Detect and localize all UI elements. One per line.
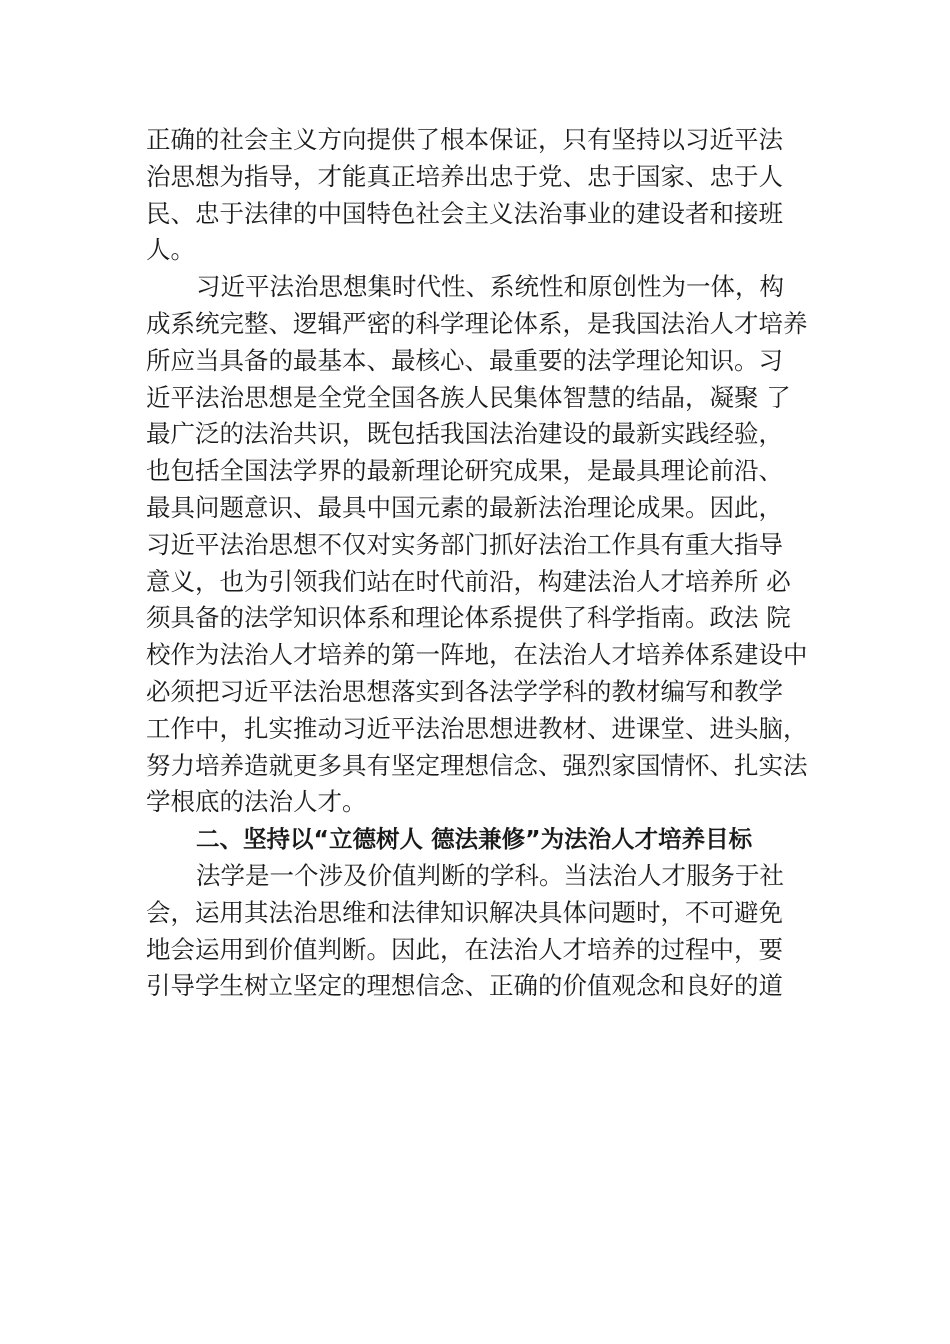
text-line: 工作中，扎实推动习近平法治思想进教材、进课堂、进头脑， [146,713,808,743]
text-line: 地会运用到价值判断。因此，在法治人才培养的过程中，要 [146,934,783,964]
text-line: 最广泛的法治共识，既包括我国法治建设的最新实践经验， [146,419,783,449]
text-line: 正确的社会主义方向提供了根本保证，只有坚持以习近平法 [146,125,783,154]
text-line: 努力培养造就更多具有坚定理想信念、强烈家国情怀、扎实法 [146,750,808,780]
text-line: 须具备的法学知识体系和理论体系提供了科学指南。政法 院 [146,603,791,633]
text-line: 校作为法治人才培养的第一阵地，在法治人才培养体系建设中 [146,640,808,670]
text-line: 法学是一个涉及价值判断的学科。当法治人才服务于社 [196,860,784,890]
paragraph-1 [146,122,846,269]
text-line: 近平法治思想是全党全国各族人民集体智慧的结晶，凝聚 了 [146,382,791,412]
text-line: 意义，也为引领我们站在时代前沿，构建法治人才培养所 必 [146,566,791,596]
text-line: 必须把习近平法治思想落实到各法学学科的教材编写和教学 [146,676,783,706]
paragraph-3 [146,858,846,1005]
paragraph-2 [146,269,846,821]
document-body [146,122,846,1005]
text-line: 所应当具备的最基本、最核心、最重要的法学理论知识。习 [146,345,783,375]
section-heading: 二、坚持以“立德树人 德法兼修”为法治人才培养目标 [196,825,753,854]
text-line: 最具问题意识、最具中国元素的最新法治理论成果。因此， [146,492,783,522]
text-line: 治思想为指导，才能真正培养出忠于党、忠于国家、忠于人 [146,161,783,191]
text-line: 人。 [146,235,195,265]
text-line: 习近平法治思想不仅对实务部门抓好法治工作具有重大指导 [146,529,783,559]
text-line: 习近平法治思想集时代性、系统性和原创性为一体，构 [196,272,784,302]
text-line: 民、忠于法律的中国特色社会主义法治事业的建设者和接班 [146,198,783,228]
text-line: 会，运用其法治思维和法律知识解决具体问题时，不可避免 [146,897,783,927]
text-line: 成系统完整、逻辑严密的科学理论体系，是我国法治人才培养 [146,308,808,338]
text-line: 也包括全国法学界的最新理论研究成果，是最具理论前沿、 [146,456,783,486]
text-line: 学根底的法治人才。 [146,787,367,817]
text-line: 引导学生树立坚定的理想信念、正确的价值观念和良好的道 [146,971,783,1001]
